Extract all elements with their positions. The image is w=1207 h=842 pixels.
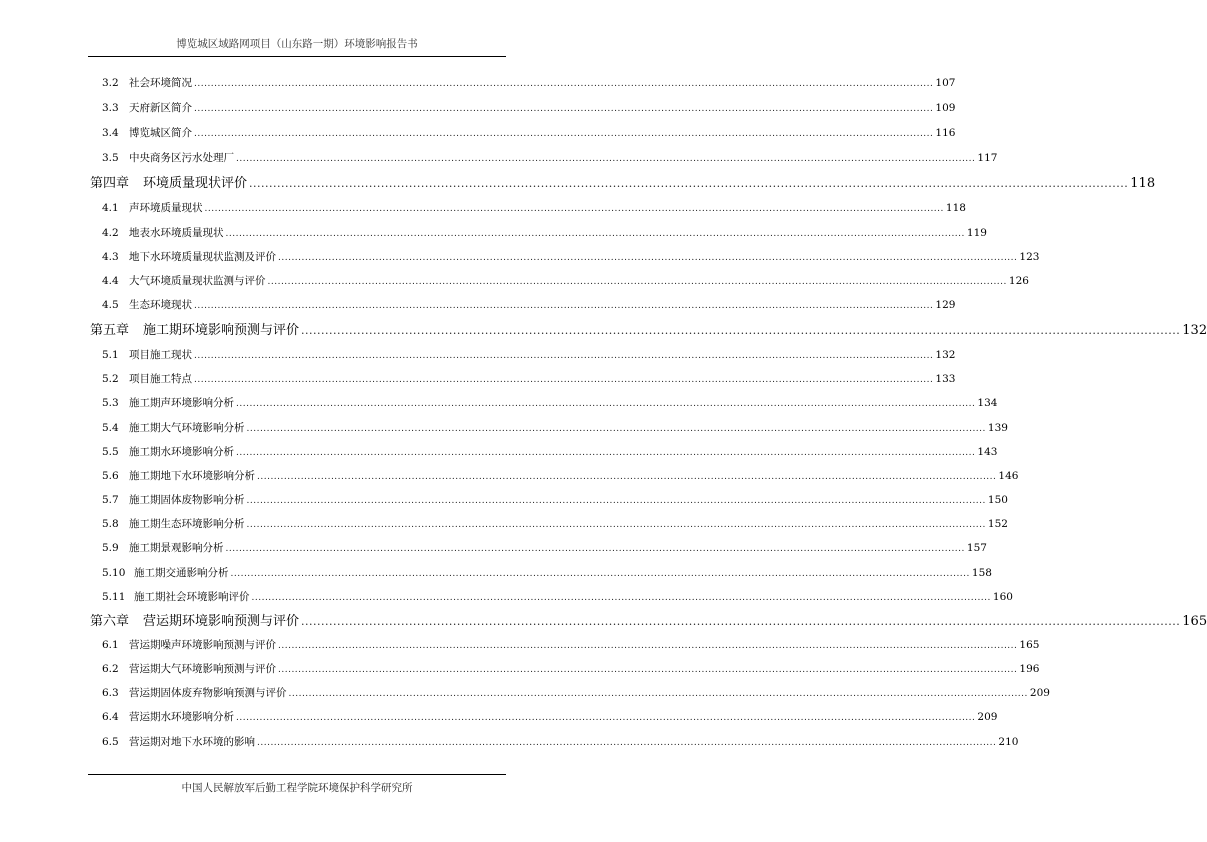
toc-entry-title: 施工期声环境影响分析 (129, 397, 234, 409)
toc-entry-number: 5.11 (102, 591, 126, 603)
toc-entry-page-number: 139 (987, 422, 1008, 434)
toc-section-entry[interactable] (102, 371, 956, 387)
toc-entry-number: 6.5 (102, 736, 119, 748)
toc-entry-title: 地下水环境质量现状监测及评价 (129, 251, 276, 263)
toc-entry-number: 5.7 (102, 494, 119, 506)
toc-entry-title: 生态环境现状 (129, 299, 192, 311)
toc-entry-page-number: 132 (1182, 323, 1207, 338)
toc-entry-page-number: 109 (935, 102, 956, 114)
toc-entry-page-number: 119 (966, 227, 987, 239)
toc-entry-title: 施工期生态环境影响分析 (129, 518, 245, 530)
toc-entry-title: 社会环境简况 (129, 77, 192, 89)
toc-dot-leader: ............................................................................................................................................................................................................................ (278, 253, 1018, 263)
toc-section-entry[interactable] (102, 347, 956, 363)
toc-dot-leader: ............................................................................................................................................................................................................................ (230, 569, 970, 579)
toc-entry-page-number: 150 (987, 494, 1008, 506)
toc-entry-number: 5.9 (102, 542, 119, 554)
toc-entry-title: 营运期对地下水环境的影响 (129, 736, 255, 748)
toc-section-entry[interactable] (102, 297, 956, 313)
toc-section-entry[interactable] (102, 589, 1013, 605)
toc-entry-title: 中央商务区污水处理厂 (129, 152, 234, 164)
toc-entry-title: 施工期地下水环境影响分析 (129, 470, 255, 482)
toc-entry-page-number: 134 (977, 397, 998, 409)
toc-section-entry[interactable] (102, 125, 956, 141)
toc-entry-page-number: 152 (987, 518, 1008, 530)
toc-entry-title: 施工期交通影响分析 (134, 567, 229, 579)
toc-dot-leader: ............................................................................................................................................................................................................................ (301, 324, 1181, 337)
toc-chapter-entry[interactable] (90, 319, 1207, 338)
toc-entry-number: 4.3 (102, 251, 119, 263)
toc-entry-title: 天府新区简介 (129, 102, 192, 114)
toc-entry-number: 6.1 (102, 639, 119, 651)
toc-entry-page-number: 116 (935, 127, 956, 139)
toc-entry-title: 施工期环境影响预测与评价 (143, 323, 300, 338)
toc-dot-leader: ............................................................................................................................................................................................................................ (288, 689, 1028, 699)
toc-entry-title: 大气环境质量现状监测与评价 (129, 275, 266, 287)
toc-section-entry[interactable] (102, 540, 987, 556)
toc-dot-leader: ............................................................................................................................................................................................................................ (257, 472, 997, 482)
toc-entry-title: 营运期水环境影响分析 (129, 711, 234, 723)
toc-entry-number: 4.5 (102, 299, 119, 311)
toc-entry-number: 4.4 (102, 275, 119, 287)
toc-entry-title: 施工期水环境影响分析 (129, 446, 234, 458)
toc-section-entry[interactable] (102, 492, 1008, 508)
toc-entry-title: 项目施工特点 (129, 373, 192, 385)
toc-entry-page-number: 209 (977, 711, 998, 723)
toc-section-entry[interactable] (102, 444, 998, 460)
toc-chapter-entry[interactable] (90, 610, 1207, 629)
toc-entry-title: 营运期环境影响预测与评价 (143, 614, 300, 629)
toc-entry-number: 4.1 (102, 202, 119, 214)
toc-entry-page-number: 165 (1019, 639, 1040, 651)
page-footer: 中国人民解放军后勤工程学院环境保护科学研究所 (88, 774, 506, 795)
toc-section-entry[interactable] (102, 685, 1050, 701)
toc-dot-leader: ............................................................................................................................................................................................................................ (251, 593, 991, 603)
toc-dot-leader: ............................................................................................................................................................................................................................ (225, 229, 965, 239)
toc-section-entry[interactable] (102, 516, 1008, 532)
toc-entry-page-number: 160 (992, 591, 1013, 603)
toc-entry-title: 施工期固体废物影响分析 (129, 494, 245, 506)
toc-entry-page-number: 165 (1182, 614, 1207, 629)
toc-chapter-entry[interactable] (90, 172, 1156, 191)
toc-section-entry[interactable] (102, 637, 1040, 653)
toc-entry-page-number: 129 (935, 299, 956, 311)
toc-entry-number: 5.3 (102, 397, 119, 409)
toc-entry-title: 施工期社会环境影响评价 (134, 591, 250, 603)
toc-section-entry[interactable] (102, 150, 998, 166)
toc-dot-leader: ............................................................................................................................................................................................................................ (194, 301, 934, 311)
toc-section-entry[interactable] (102, 273, 1029, 289)
toc-entry-number: 6.4 (102, 711, 119, 723)
toc-entry-page-number: 143 (977, 446, 998, 458)
toc-entry-number: 5.1 (102, 349, 119, 361)
toc-section-entry[interactable] (102, 468, 1019, 484)
toc-entry-title: 营运期固体废弃物影响预测与评价 (129, 687, 287, 699)
toc-dot-leader: ............................................................................................................................................................................................................................ (257, 738, 997, 748)
toc-entry-page-number: 210 (998, 736, 1019, 748)
toc-dot-leader: ............................................................................................................................................................................................................................ (236, 713, 976, 723)
toc-entry-title: 声环境质量现状 (129, 202, 203, 214)
toc-entry-page-number: 196 (1019, 663, 1040, 675)
toc-entry-number: 5.2 (102, 373, 119, 385)
toc-entry-page-number: 209 (1029, 687, 1050, 699)
toc-entry-number: 6.3 (102, 687, 119, 699)
toc-dot-leader: ............................................................................................................................................................................................................................ (204, 204, 944, 214)
toc-entry-number: 第四章 (90, 176, 130, 191)
toc-entry-page-number: 146 (998, 470, 1019, 482)
toc-dot-leader: ............................................................................................................................................................................................................................ (225, 544, 965, 554)
toc-entry-page-number: 107 (935, 77, 956, 89)
toc-section-entry[interactable] (102, 661, 1040, 677)
toc-entry-number: 5.4 (102, 422, 119, 434)
toc-entry-number: 5.8 (102, 518, 119, 530)
toc-entry-title: 环境质量现状评价 (143, 176, 248, 191)
toc-dot-leader: ............................................................................................................................................................................................................................ (194, 129, 934, 139)
toc-dot-leader: ............................................................................................................................................................................................................................ (194, 351, 934, 361)
toc-dot-leader: ............................................................................................................................................................................................................................ (246, 424, 986, 434)
toc-dot-leader: ............................................................................................................................................................................................................................ (236, 399, 976, 409)
toc-entry-number: 第六章 (90, 614, 130, 629)
toc-section-entry[interactable] (102, 100, 956, 116)
toc-section-entry[interactable] (102, 709, 998, 725)
toc-dot-leader: ............................................................................................................................................................................................................................ (246, 496, 986, 506)
toc-entry-title: 营运期大气环境影响预测与评价 (129, 663, 276, 675)
toc-entry-page-number: 132 (935, 349, 956, 361)
toc-section-entry[interactable] (102, 200, 966, 216)
toc-entry-number: 6.2 (102, 663, 119, 675)
toc-entry-title: 地表水环境质量现状 (129, 227, 224, 239)
toc-entry-page-number: 118 (1130, 176, 1156, 191)
toc-dot-leader: ............................................................................................................................................................................................................................ (194, 79, 934, 89)
toc-entry-title: 施工期大气环境影响分析 (129, 422, 245, 434)
toc-entry-title: 营运期噪声环境影响预测与评价 (129, 639, 276, 651)
toc-section-entry[interactable] (102, 225, 987, 241)
toc-entry-number: 3.3 (102, 102, 119, 114)
page-header: 博览城区域路网项目（山东路一期）环境影响报告书 (88, 36, 506, 57)
toc-dot-leader: ............................................................................................................................................................................................................................ (249, 177, 1129, 190)
toc-entry-number: 5.10 (102, 567, 126, 579)
toc-entry-number: 5.6 (102, 470, 119, 482)
toc-entry-page-number: 126 (1008, 275, 1029, 287)
toc-entry-number: 4.2 (102, 227, 119, 239)
toc-entry-number: 3.2 (102, 77, 119, 89)
toc-dot-leader: ............................................................................................................................................................................................................................ (194, 375, 934, 385)
toc-section-entry[interactable] (102, 565, 992, 581)
toc-entry-title: 博览城区简介 (129, 127, 192, 139)
toc-entry-title: 施工期景观影响分析 (129, 542, 224, 554)
toc-entry-page-number: 133 (935, 373, 956, 385)
toc-dot-leader: ............................................................................................................................................................................................................................ (236, 154, 976, 164)
toc-entry-number: 3.5 (102, 152, 119, 164)
toc-dot-leader: ............................................................................................................................................................................................................................ (278, 665, 1018, 675)
toc-entry-page-number: 117 (977, 152, 998, 164)
toc-dot-leader: ............................................................................................................................................................................................................................ (246, 520, 986, 530)
toc-entry-page-number: 158 (971, 567, 992, 579)
toc-dot-leader: ............................................................................................................................................................................................................................ (278, 641, 1018, 651)
toc-entry-page-number: 123 (1019, 251, 1040, 263)
toc-section-entry[interactable] (102, 420, 1008, 436)
toc-section-entry[interactable] (102, 734, 1019, 750)
toc-dot-leader: ............................................................................................................................................................................................................................ (236, 448, 976, 458)
toc-dot-leader: ............................................................................................................................................................................................................................ (267, 277, 1007, 287)
toc-entry-number: 5.5 (102, 446, 119, 458)
toc-section-entry[interactable] (102, 75, 956, 91)
toc-section-entry[interactable] (102, 249, 1040, 265)
toc-entry-page-number: 157 (966, 542, 987, 554)
toc-dot-leader: ............................................................................................................................................................................................................................ (301, 615, 1181, 628)
toc-entry-title: 项目施工现状 (129, 349, 192, 361)
toc-entry-number: 3.4 (102, 127, 119, 139)
toc-entry-number: 第五章 (90, 323, 130, 338)
toc-section-entry[interactable] (102, 395, 998, 411)
toc-entry-page-number: 118 (945, 202, 966, 214)
toc-dot-leader: ............................................................................................................................................................................................................................ (194, 104, 934, 114)
